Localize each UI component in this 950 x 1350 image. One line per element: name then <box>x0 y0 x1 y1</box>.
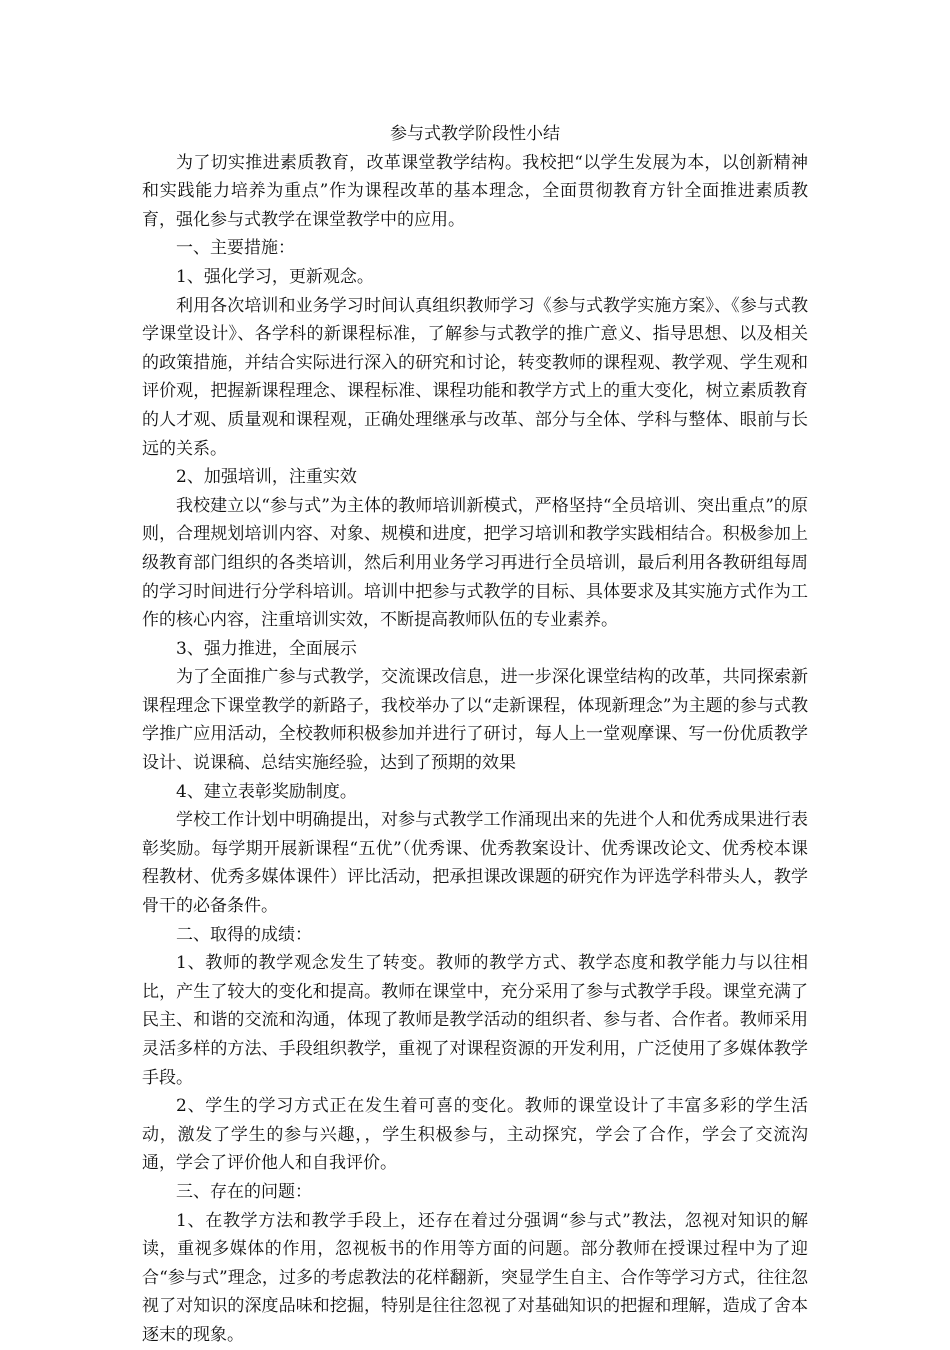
subheading-3: 3、强力推进，全面展示 <box>176 638 357 659</box>
document-title: 参与式教学阶段性小结 <box>390 124 560 144</box>
body-paragraph: 我校建立以“参与式”为主体的教师培训新模式，严格坚持“全员培训、突出重点”的原则，合理规划培训内容、对象、规模和进度，把学习培训和教学实践相结合。积极参加上级教育部门组织的各类培训，然后利用业务学习再进行全员培训，最后利用各教研组每周的学习时间进行分学科培训。培训中把参与式教学的目标、具体要求及其实施方式作为工作的核心内容，注重培训实效，不断提高教师队伍的专业素养。 <box>142 495 808 631</box>
intro-paragraph: 为了切实推进素质教育，改革课堂教学结构。我校把“以学生发展为本，以创新精神和实践能力培养为重点”作为课程改革的基本理念，全面贯彻教育方针全面推进素质教育，强化参与式教学在课堂教学中的应用。 <box>142 152 808 230</box>
document-body <box>142 120 808 1350</box>
subheading-1: 1、强化学习，更新观念。 <box>176 266 374 287</box>
section-heading-achievements: 二、取得的成绩： <box>176 924 312 945</box>
subheading-2: 2、加强培训，注重实效 <box>176 467 357 488</box>
body-paragraph: 2、学生的学习方式正在发生着可喜的变化。教师的课堂设计了丰富多彩的学生活动，激发了学生的参与兴趣，，学生积极参与，主动探究，学会了合作，学会了交流沟通，学会了评价他人和自我评价。 <box>142 1096 808 1174</box>
body-paragraph: 利用各次培训和业务学习时间认真组织教师学习《参与式教学实施方案》、《参与式教学课堂设计》、各学科的新课程标准，了解参与式教学的推广意义、指导思想、以及相关的政策措施，并结合实际进行深入的研究和讨论，转变教师的课程观、教学观、学生观和评价观，把握新课程理念、课程标准、课程功能和教学方式上的重大变化，树立素质教育的人才观、质量观和课程观，正确处理继承与改革、部分与全体、学科与整体、眼前与长远的关系。 <box>142 295 808 459</box>
subheading-4: 4、建立表彰奖励制度。 <box>176 781 357 802</box>
body-paragraph: 1、教师的教学观念发生了转变。教师的教学方式、教学态度和教学能力与以往相比，产生了较大的变化和提高。教师在课堂中，充分采用了参与式教学手段。课堂充满了民主、和谐的交流和沟通，体现了教师是教学活动的组织者、参与者、合作者。教师采用灵活多样的方法、手段组织教学，重视了对课程资源的开发利用，广泛使用了多媒体教学手段。 <box>142 953 808 1088</box>
body-paragraph: 1、在教学方法和教学手段上，还存在着过分强调“参与式”教法，忽视对知识的解读，重视多媒体的作用，忽视板书的作用等方面的问题。部分教师在授课过程中为了迎合“参与式”理念，过多的考虑教法的花样翻新，突显学生自主、合作等学习方式，往往忽视了对知识的深度品味和挖掘，特别是往往忽视了对基础知识的把握和理解，造成了舍本逐末的现象。 <box>142 1210 808 1345</box>
body-paragraph: 为了全面推广参与式教学，交流课改信息，进一步深化课堂结构的改革，共同探索新课程理念下课堂教学的新路子，我校举办了以“走新课程，体现新理念”为主题的参与式教学推广应用活动，全校教师积极参加并进行了研讨，每人上一堂观摩课、写一份优质教学设计、说课稿、总结实施经验，达到了预期的效果 <box>142 667 808 774</box>
section-heading-problems: 三、存在的问题： <box>176 1181 312 1202</box>
section-heading-measures: 一、主要措施： <box>176 238 295 259</box>
body-paragraph: 学校工作计划中明确提出，对参与式教学工作涌现出来的先进个人和优秀成果进行表彰奖励。每学期开展新课程“五优”（优秀课、优秀教案设计、优秀课改论文、优秀校本课程教材、优秀多媒体课件）评比活动，把承担课改课题的研究作为评选学科带头人，教学骨干的必备条件。 <box>142 810 808 917</box>
